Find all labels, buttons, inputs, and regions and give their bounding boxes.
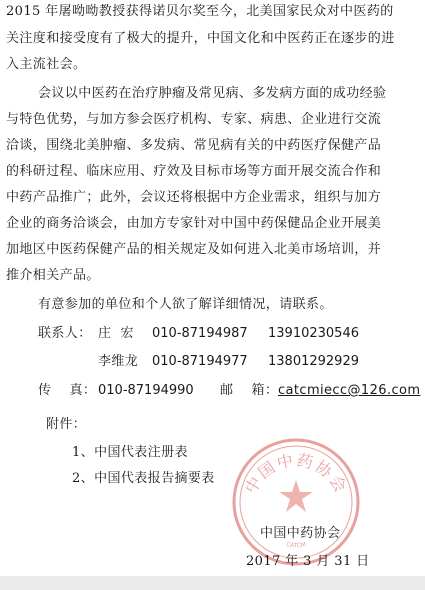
svg-text:CATCM: CATCM (285, 541, 307, 550)
paragraph-line: 的科研过程、临床应用、疗效及目标市场等方面开展交流合作和 (6, 164, 382, 179)
contact-name: 李维龙 (98, 354, 139, 369)
paragraph-line: 有意参加的单位和个人欲了解详细情况，请联系。 (38, 297, 333, 312)
paragraph-line: 与特色优势，与加方参会医疗机构、专家、病患、企业进行交流 (6, 112, 382, 127)
contact-tel: 010-87194987 (152, 326, 248, 341)
organization-seal (226, 432, 366, 572)
attachments-label: 附件： (46, 417, 87, 432)
paragraph-line: 入主流社会。 (6, 57, 87, 72)
contact-tel: 010-87194977 (152, 354, 248, 369)
paragraph-line: 洽谈，围绕北美肿瘤、多发病、常见病有关的中药医疗保健产品 (6, 138, 382, 153)
paragraph-line: 企业的商务洽谈会，由加方专家针对中国中药保健品企业开展美 (6, 216, 382, 231)
contact-mobile: 13910230546 (268, 326, 359, 341)
paragraph-line: 会议以中医药在治疗肿瘤及常见病、多发病方面的成功经验 (38, 86, 387, 101)
email-label: 邮 箱： (220, 383, 279, 398)
contact-mobile: 13801292929 (268, 354, 359, 369)
signature-org: 中国中药协会 (260, 526, 341, 541)
paragraph-line: 关注度和接受度有了极大的提升，中国文化和中医药正在逐步的进 (6, 31, 395, 46)
contact-label: 联系人： (38, 326, 92, 341)
email-link[interactable]: catcmiecc@126.com (278, 383, 421, 398)
paragraph-line: 中药产品推广；此外，会议还将根据中方企业需求，组织与加方 (6, 190, 382, 205)
fax-label: 传 真： (38, 383, 97, 398)
signature-date: 2017 年 3 月 31 日 (246, 554, 370, 569)
attachment-item: 2、中国代表报告摘要表 (72, 471, 215, 486)
attachment-item: 1、中国代表注册表 (72, 445, 188, 460)
contact-name: 庄 宏 (98, 326, 134, 341)
svg-text:中国中药协会: 中国中药协会 (240, 450, 352, 497)
paragraph-line: 推介相关产品。 (6, 268, 100, 283)
page-bottom-border (0, 576, 425, 590)
fax-number: 010-87194990 (98, 383, 194, 398)
paragraph-line: 加地区中医药保健产品的相关规定及如何进入北美市场培训，并 (6, 242, 382, 257)
paragraph-line: 2015 年屠呦呦教授获得诺贝尔奖至今，北美国家民众对中医药的 (6, 4, 394, 19)
